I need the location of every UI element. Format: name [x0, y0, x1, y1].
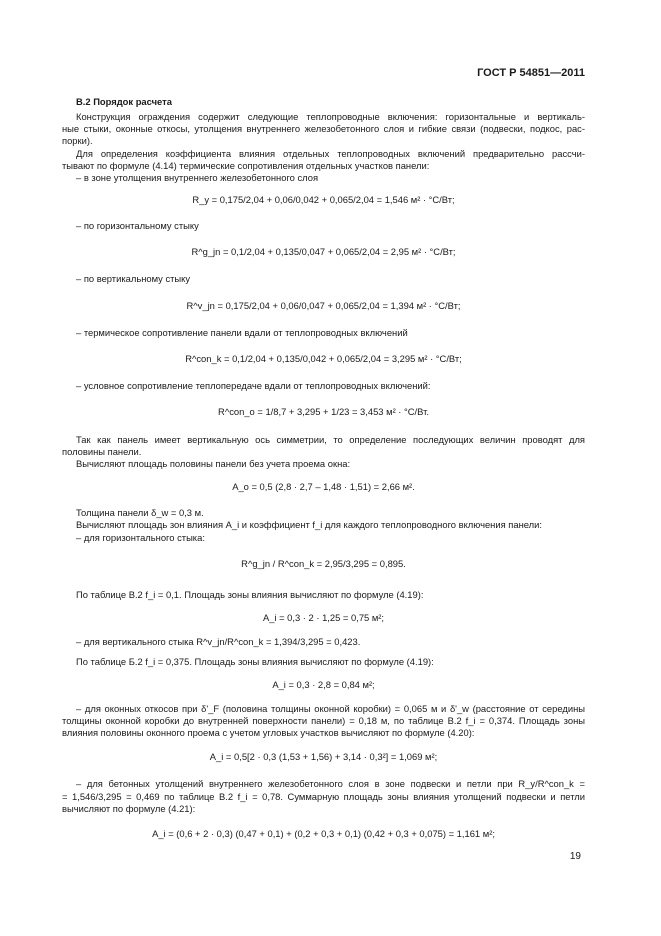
- paragraph-line: Конструкция ограждения содержит следующие теплопроводные включения: горизонтальные и вертикаль-: [76, 111, 585, 122]
- formula-r-g-jn: R^g_jn = 0,1/2,04 + 0,135/0,047 + 0,065/2,04 = 2,95 м² · °С/Вт;: [191, 246, 456, 257]
- list-item: – условное сопротивление теплопередаче вдали от теплопроводных включений:: [76, 380, 431, 391]
- paragraph-line: Для определения коэффициента влияния отдельных теплопроводных включений предварительно рассчи-: [76, 148, 585, 159]
- page-number: 19: [569, 851, 581, 862]
- formula-a-i-horizontal: A_i = 0,3 · 2 · 1,25 = 0,75 м²;: [262, 612, 385, 623]
- formula-r-con-k: R^con_k = 0,1/2,04 + 0,135/0,042 + 0,065/2,04 = 3,295 м² · °С/Вт;: [185, 353, 462, 364]
- formula-r-con-o: R^con_o = 1/8,7 + 3,295 + 1/23 = 3,453 м² · °С/Вт.: [218, 406, 429, 417]
- paragraph-line: ные стыки, оконные откосы, утолщения внутреннего железобетонного слоя и гибкие связи (подвески, подкос, рас-: [62, 123, 585, 134]
- paragraph-line: – для бетонных утолщений внутреннего железобетонного слоя в зоне подвески и петли при R_y/R^con_k =: [76, 778, 585, 789]
- list-item: – в зоне утолщения внутреннего железобетонного слоя: [76, 172, 319, 183]
- paragraph-line: – для оконных откосов при δ'_F (половина толщины оконной коробки) = 0,065 м и δ'_w (расстояние от середины: [76, 703, 585, 714]
- formula-r-v-jn: R^v_jn = 0,175/2,04 + 0,06/0,047 + 0,065/2,04 = 1,394 м² · °С/Вт;: [186, 300, 461, 311]
- paragraph-line: толщины оконной коробки до внутренней поверхности панели) = 0,18 м, по таблице В.2 f_i = 0,374. Площадь зоны: [62, 715, 585, 726]
- paragraph-line: Так как панель имеет вертикальную ось симметрии, то определение последующих величин проводят для: [76, 434, 585, 445]
- list-item: – по вертикальному стыку: [76, 273, 191, 284]
- paragraph-line: По таблице Б.2 f_i = 0,375. Площадь зоны влияния вычисляют по формуле (4.19):: [76, 656, 434, 667]
- formula-a-i-window: A_i = 0,5[2 · 0,3 (1,53 + 1,56) + 3,14 · 0,3²] = 1,069 м²;: [209, 751, 438, 762]
- paragraph-line: вычисляют по формуле (4.21):: [62, 803, 196, 814]
- paragraph-line: Вычисляют площадь половины панели без учета проема окна:: [76, 458, 351, 469]
- section-title: В.2 Порядок расчета: [76, 96, 172, 107]
- paragraph-line: По таблице В.2 f_i = 0,1. Площадь зоны влияния вычисляют по формуле (4.19):: [76, 589, 424, 600]
- paragraph-line: = 1,546/3,295 = 0,469 по таблице В.2 f_i = 0,78. Суммарную площадь зоны влияния утолщений подвески и петли: [62, 791, 585, 802]
- list-item: – термическое сопротивление панели вдали от теплопроводных включений: [76, 327, 408, 338]
- formula-a-i-vertical: A_i = 0,3 · 2,8 = 0,84 м²;: [272, 679, 375, 690]
- paragraph-line: Вычисляют площадь зон влияния A_i и коэффициент f_i для каждого теплопроводного включения панели:: [76, 519, 542, 530]
- standard-header: ГОСТ Р 54851—2011: [477, 67, 585, 79]
- formula-r-y: R_y = 0,175/2,04 + 0,06/0,042 + 0,065/2,04 = 1,546 м² · °С/Вт;: [192, 194, 455, 205]
- paragraph-line: порки).: [62, 135, 93, 146]
- paragraph-line: Толщина панели δ_w = 0,3 м.: [76, 507, 204, 518]
- formula-a-o: A_o = 0,5 (2,8 · 2,7 – 1,48 · 1,51) = 2,66 м².: [232, 481, 415, 492]
- formula-ratio-g: R^g_jn / R^con_k = 2,95/3,295 = 0,895.: [241, 558, 406, 569]
- formula-a-i-thickening: A_i = (0,6 + 2 · 0,3) (0,47 + 0,1) + (0,2 + 0,3 + 0,1) (0,42 + 0,3 + 0,075) = 1,161 м²;: [152, 828, 495, 839]
- list-item: – для вертикального стыка R^v_jn/R^con_k = 1,394/3,295 = 0,423.: [76, 636, 361, 647]
- paragraph-line: влияния половины оконного проема с учетом угловых участков вычисляют по формуле (4.20):: [62, 727, 475, 738]
- list-item: – для горизонтального стыка:: [76, 532, 205, 543]
- paragraph-line: половины панели.: [62, 446, 142, 457]
- list-item: – по горизонтальному стыку: [76, 220, 199, 231]
- paragraph-line: тывают по формуле (4.14) термические сопротивления отдельных участков панели:: [62, 160, 430, 171]
